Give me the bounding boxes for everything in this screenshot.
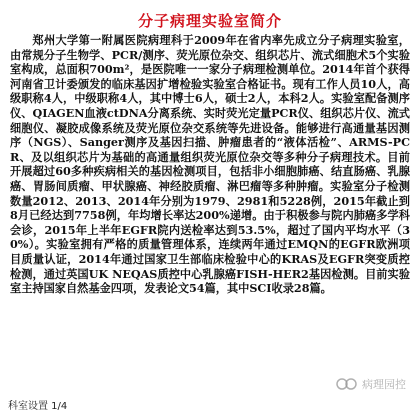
watermark — [336, 376, 406, 392]
watermark-text: 病理园控 — [362, 378, 406, 391]
document-title: 分子病理实验室简介 — [137, 12, 282, 30]
body-paragraph: 郑州大学第一附属医院病理科于2009年在省内率先成立分子病理实验室，由常规分子生物学、PCR/测序、荧光原位杂交、组织芯片、流式细胞术5个实验室构成，总面积700m²，是医院唯一一家分子病理检测单位。2014年首个获得河南省卫计委颁发的临床基因扩增检验实验室合格证书。现有工作人员10人，高级职称4人，中级职称4人，其中博士6人，硕士2人，本科2人。实验室配备测序仪、QIAGEN血液ctDNA分离系统、实时荧光定量PCR仪、组织芯片仪、流式细胞仪、凝胶成像系统及荧光原位杂交系统等先进设备。能够进行高通量基因测序（NGS）、Sanger测序及基因扫描、肿瘤患者的“液体活检”、ARMS-PCR、及以组织芯片为基础的高通量组织荧光原位杂交等多种分子病理技术。目前开展超过60多种疾病相关的基因检测项目，包括非小细胞肺癌、结直肠癌、乳腺癌、胃肠间质瘤、甲状腺癌、神经胶质瘤、淋巴瘤等多种肿瘤。实验室分子检测数量2012、2013、2014年分别为1979、2981和5228例，2015年截止到8月已经达到7758例，年均增长率达200%递增。由于积极参与院内肺癌多学科会诊，2015年上半年EGFR院内送检率达到53.5%，超过了国内平均水平（30%）。实验室拥有严格的质量管理体系，连续两年通过EMQN的EGFR欧洲项目质量认证，2014年通过国家卫生部临床检验中心的KRAS及EGFR突变质控检测，通过英国UK NEQAS质控中心乳腺癌FISH-HER2基因检测。目前实验室主持国家自然基金四项，发表论文54篇，其中SCI收录28篇。 — [10, 33, 410, 296]
document-body — [10, 33, 410, 296]
watermark-logo-icon — [336, 376, 358, 392]
page-indicator: 科室设置 1/4 — [8, 401, 68, 412]
